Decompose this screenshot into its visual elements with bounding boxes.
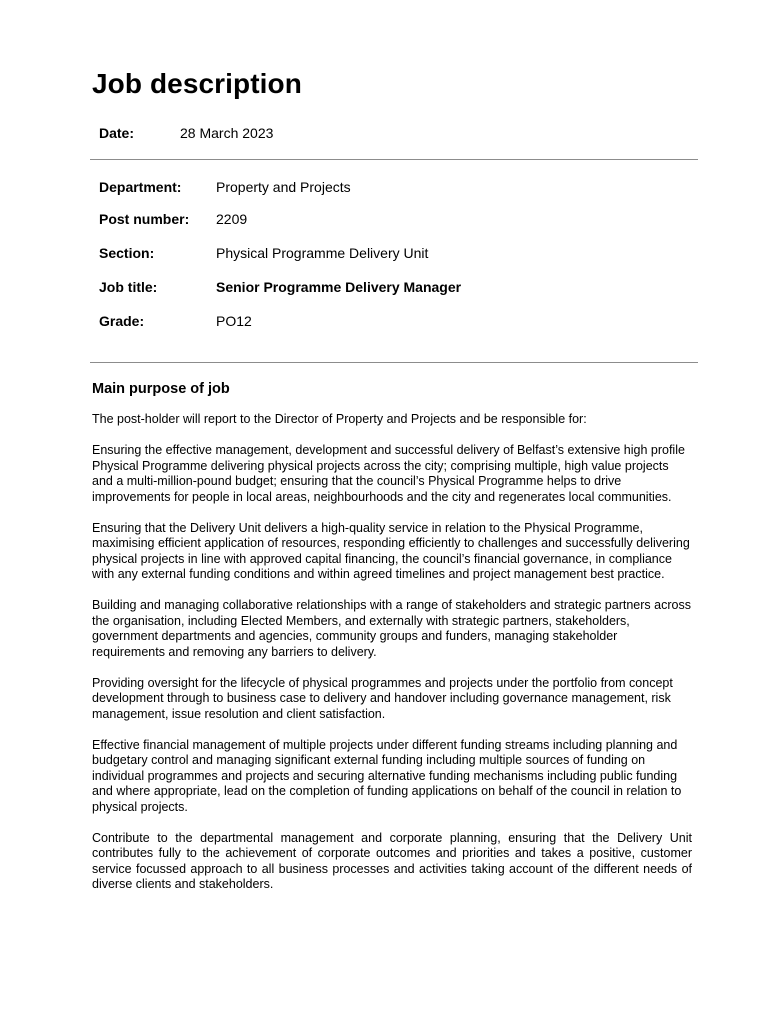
field-label: Grade: [99,313,145,329]
field-label: Post number: [99,211,190,227]
field-label: Department: [99,179,182,195]
divider [90,362,698,363]
field-label: Section: [99,245,155,261]
divider [90,159,698,160]
field-label: Job title: [99,279,158,295]
date-label: Date: [99,125,135,141]
paragraph: Building and managing collaborative relationships with a range of stakeholders and strategic partners across the organisation, including Elected Members, and externally with strategic partners, stakeholders, government departments and agencies, community groups and funders, managing stakeholder requirements and removing any barriers to delivery. [92,598,691,659]
paragraph: Contribute to the departmental management and corporate planning, ensuring that the Delivery Unit contributes fully to the achievement of corporate outcomes and priorities and takes a positive, customer service focussed approach to all business processes and activities taking account of the different needs of diverse clients and stakeholders. [92,830,692,891]
field-value: 2209 [216,211,248,227]
date-value: 28 March 2023 [180,125,274,141]
page-title: Job description [92,68,302,99]
paragraph: Ensuring the effective management, development and successful delivery of Belfast’s extensive high profile Physical Programme delivering physical projects across the city; comprising multiple, high value projects and a multi-million-pound budget; ensuring that the council’s Physical Programme helps to drive improvements for people in local areas, neighbourhoods and the city and regenerates local communities. [92,443,685,504]
field-value: Physical Programme Delivery Unit [216,245,429,261]
field-value: Senior Programme Delivery Manager [216,279,462,295]
field-value: Property and Projects [216,179,351,195]
paragraph: Providing oversight for the lifecycle of physical programmes and projects under the portfolio from concept development through to business case to delivery and handover including governance management, risk management, issue resolution and client satisfaction. [92,675,673,721]
paragraph: Effective financial management of multiple projects under different funding streams including planning and budgetary control and managing significant external funding including multiple sources of funding on individual programmes and projects and securing alternative funding mechanisms including public funding and where appropriate, lead on the completion of funding applications on behalf of the council in relation to physical projects. [92,737,682,814]
paragraph: Ensuring that the Delivery Unit delivers a high-quality service in relation to the Physical Programme, maximising efficient application of resources, responding efficiently to challenges and successfully delivering physical projects in line with approved capital financing, the council’s financial governance, in compliance with any external funding conditions and within agreed timelines and project management best practice. [92,520,690,581]
main-purpose-body [92,412,692,908]
field-value: PO12 [216,313,252,329]
section-heading: Main purpose of job [92,381,230,397]
paragraph: The post-holder will report to the Director of Property and Projects and be responsible for: [92,412,587,426]
